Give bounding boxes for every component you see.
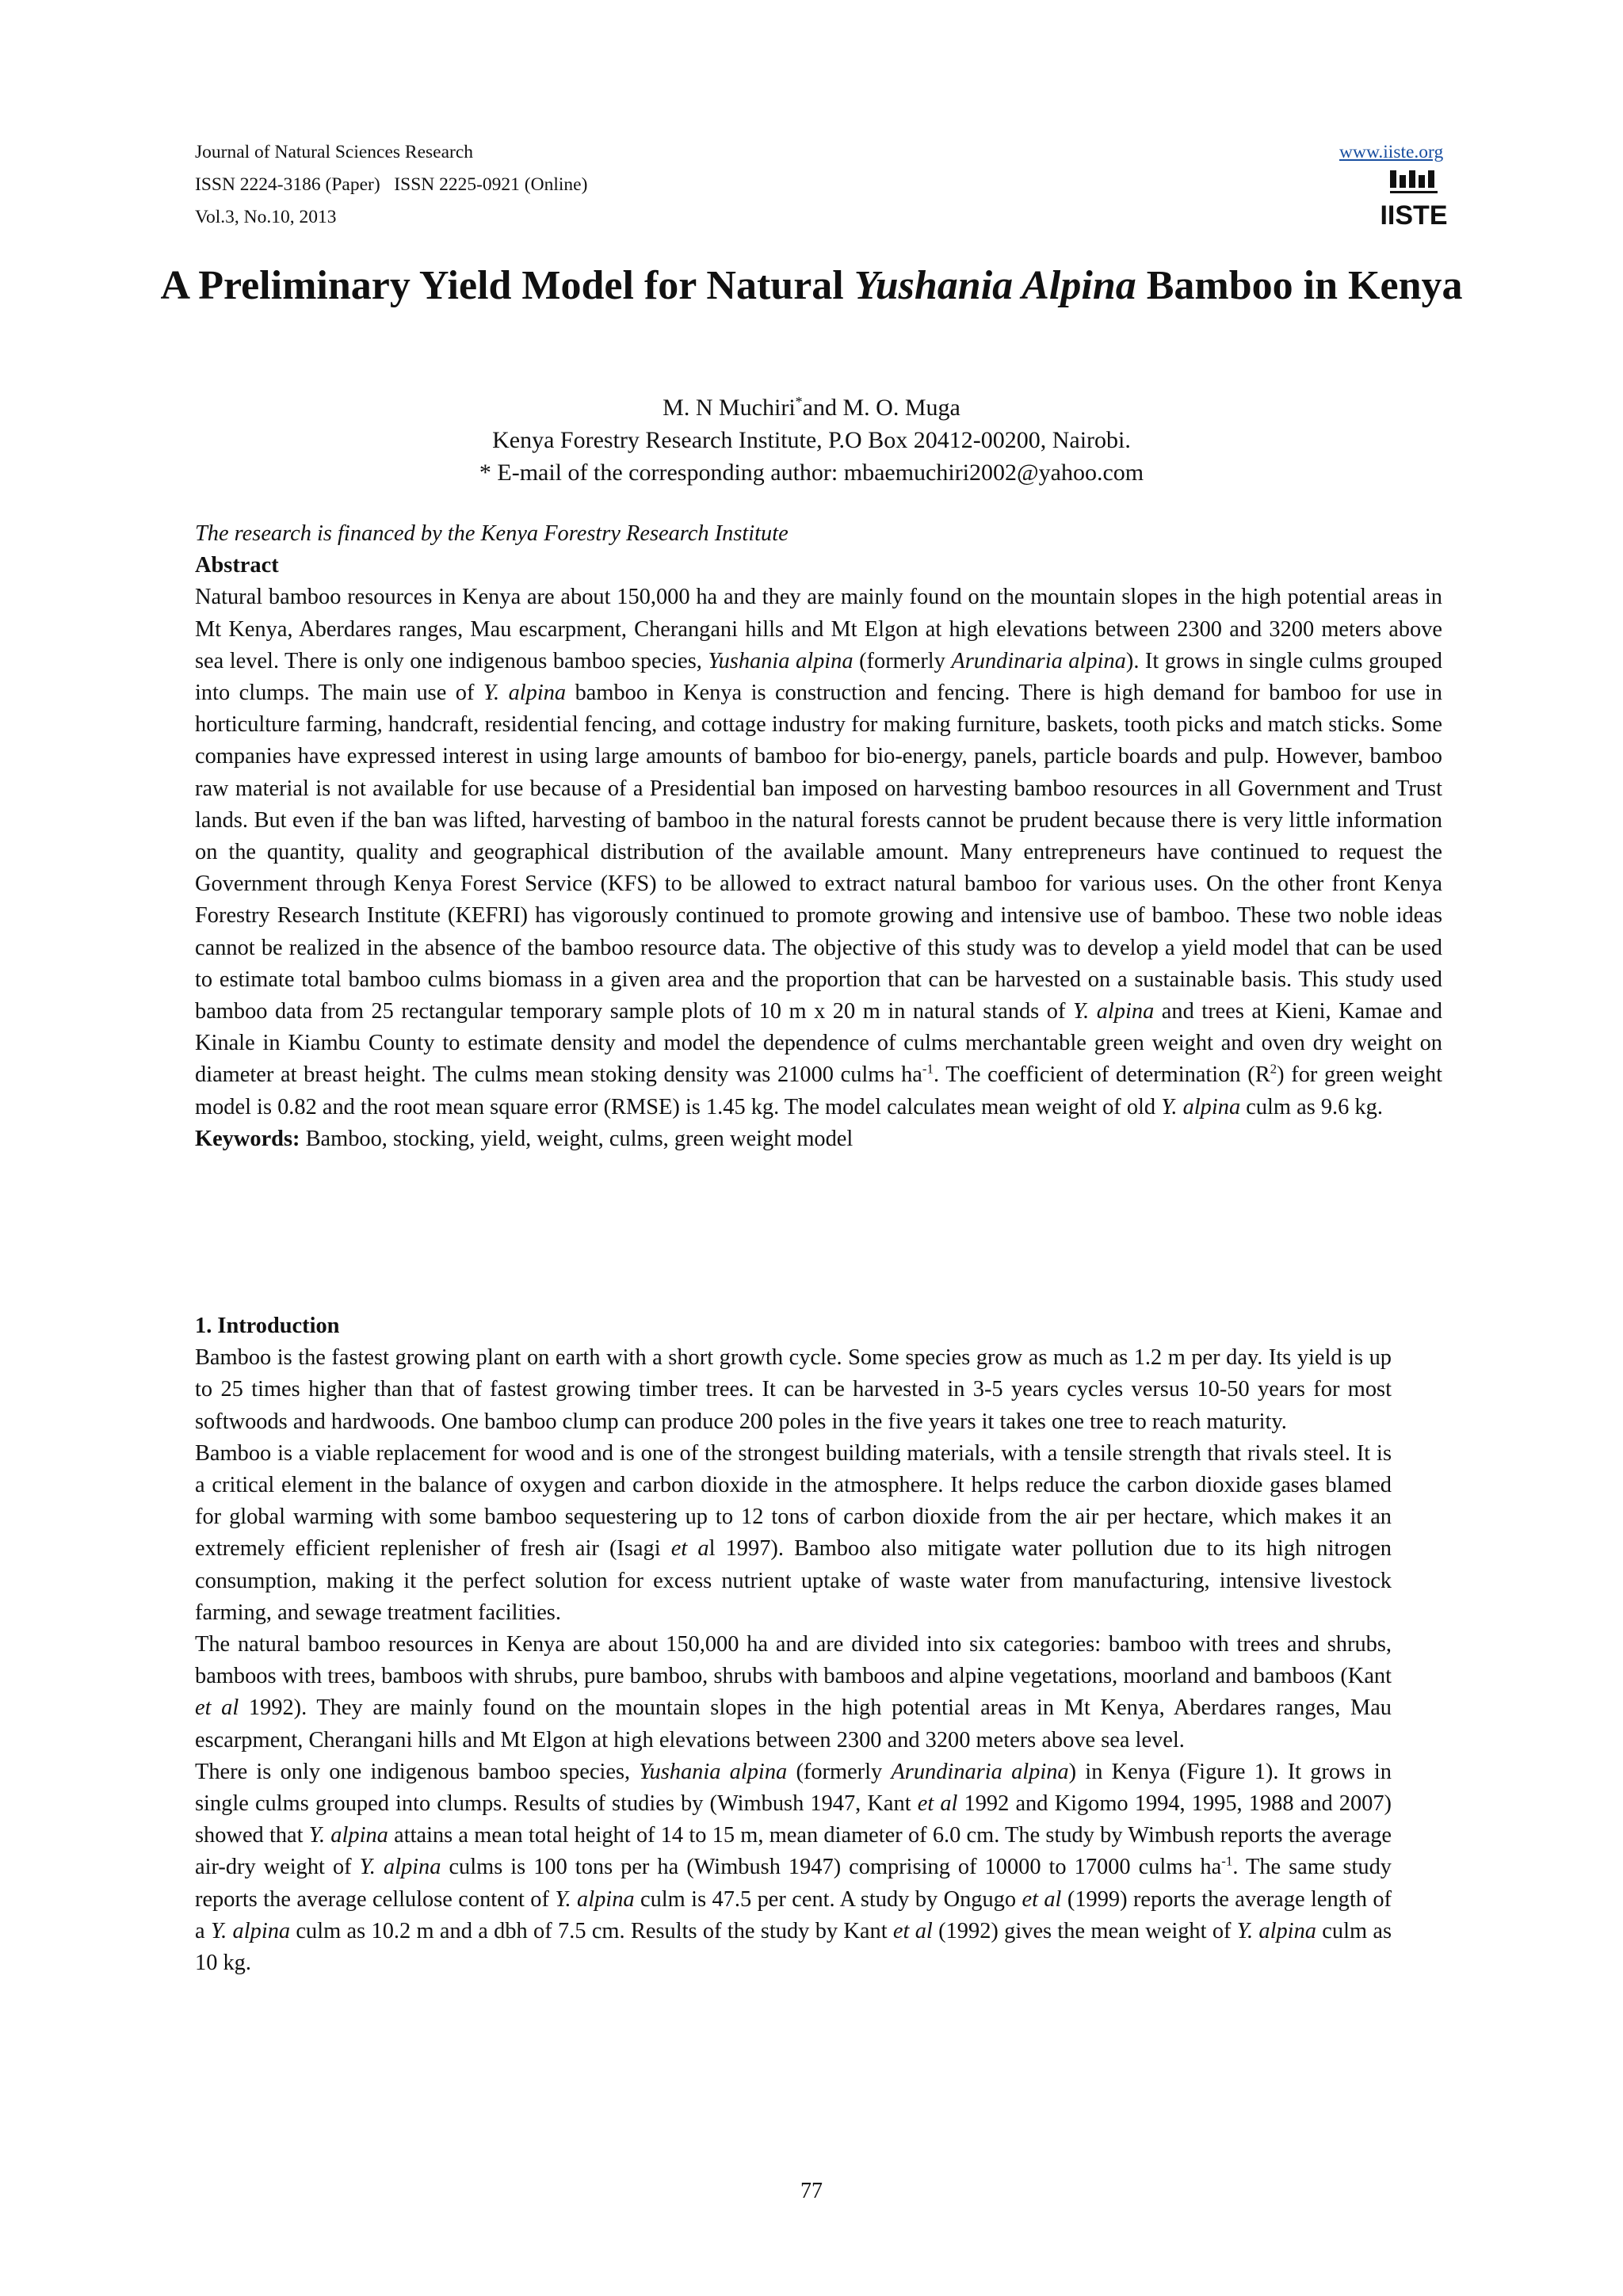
issn-line: ISSN 2224-3186 (Paper) ISSN 2225-0921 (Online) <box>195 174 588 195</box>
volume-line: Vol.3, No.10, 2013 <box>195 207 337 227</box>
page-number: 77 <box>800 2179 823 2203</box>
abstract-text: Natural bamboo resources in Kenya are about 150,000 ha and they are mainly found on the mountain slopes in the high potential areas in Mt Kenya, Aberdares ranges, Mau escarpment, Cherangani hills and Mt Elgon at high elevations between 2300 and 3200 meters above sea level. There is only one indigenous bamboo species, Yushania alpina (formerly Arundinaria alpina). It grows in single culms grouped into clumps. The main use of Y. alpina bamboo in Kenya is construction and fencing. There is high demand for bamboo for use in horticulture farming, handcraft, residential fencing, and cottage industry for making furniture, baskets, tooth picks and match sticks. Some companies have expressed interest in using large amounts of bamboo for bio-energy, panels, particle boards and pulp. However, bamboo raw material is not available for use because of a Presidential ban imposed on harvesting bamboo resources in all Government and Trust lands. But even if the ban was lifted, harvesting of bamboo in the natural forests cannot be prudent because there is very little information on the quantity, quality and geographical distribution of the available amount. Many entrepreneurs have continued to request the Government through Kenya Forest Service (KFS) to be allowed to extract natural bamboo for various uses. On the other front Kenya Forestry Research Institute (KEFRI) has vigorously continued to promote growing and intensive use of bamboo. These two noble ideas cannot be realized in the absence of the bamboo resource data. The objective of this study was to develop a yield model that can be used to estimate total bamboo culms biomass in a given area and the proportion that can be harvested on a sustainable basis. This study used bamboo data from 25 rectangular temporary sample plots of 10 m x 20 m in natural stands of Y. alpina and trees at Kieni, Kamae and Kinale in Kiambu County to estimate density and model the dependence of culms merchantable green weight and oven dry weight on diameter at breast height. The culms mean stoking density was 21000 culms $ha^{-1}$. The coefficient of determination $(R^2)$ for green weight model is 0.82 and the root mean square error (RMSE) is 1.45 kg. The model calculates mean weight of old Y. alpina culm as 9.6 kg. <box>195 585 1443 1119</box>
intro-paragraph-1: Bamboo is the fastest growing plant on earth with a short growth cycle. Some species grow as much as 1.2 m per day. Its yield is up to 25 times higher than that of fastest growing timber trees. It can be harvested in 3-5 years cycles versus 10-50 years for most softwoods and hardwoods. One bamboo clump can produce 200 poles in the five years it takes one tree to reach maturity. <box>195 1345 1392 1434</box>
introduction-section <box>195 1310 1392 1979</box>
running-header <box>195 136 587 234</box>
intro-paragraph-2: Bamboo is a viable replacement for wood and is one of the strongest building materials, with a tensile strength that rivals steel. It is a critical element in the balance of oxygen and carbon dioxide in the atmosphere. It helps reduce the carbon dioxide gases blamed for global warming with some bamboo sequestering up to 12 tons of carbon dioxide from the air per hectare, which makes it an extremely efficient replenisher of fresh air (Isagi et al 1997). Bamboo also mitigate water pollution due to its high nitrogen consumption, making it the perfect solution for excess nutrient uptake of waste water from manufacturing, intensive livestock farming, and sewage treatment facilities. <box>195 1440 1392 1625</box>
journal-url-link[interactable]: www.iiste.org <box>1339 142 1444 162</box>
logo-text: IISTE <box>1380 200 1448 231</box>
intro-paragraph-4: There is only one indigenous bamboo species, Yushania alpina (formerly Arundinaria alpina) in Kenya (Figure 1). It grows in single culms grouped into clumps. Results of studies by (Wimbush 1947, Kant et al 1992 and Kigomo 1994, 1995, 1988 and 2007) showed that Y. alpina attains a mean total height of 14 to 15 m, mean diameter of 6.0 cm. The study by Wimbush reports the average air-dry weight of Y. alpina culms is 100 tons per ha (Wimbush 1947) comprising of 10000 to 17000 culms $ha^{-1}$. The same study reports the average cellulose content of Y. alpina culm is 47.5 per cent. A study by Ongugo et al (1999) reports the average length of a Y. alpina culm as 10.2 m and a dbh of 7.5 cm. Results of the study by Kant et al (1992) gives the mean weight of Y. alpina culm as 10 kg. <box>195 1759 1392 1976</box>
abstract-heading: Abstract <box>195 553 279 578</box>
funding-note: The research is financed by the Kenya Forestry Research Institute <box>195 521 789 546</box>
journal-name: Journal of Natural Sciences Research <box>195 142 474 162</box>
iiste-logo <box>1380 169 1448 231</box>
abstract-section <box>195 518 1442 1155</box>
introduction-heading: 1. Introduction <box>195 1314 340 1338</box>
author-names: M. N Muchiri*and M. O. Muga <box>663 394 960 421</box>
keywords-line: Keywords: Bamboo, stocking, yield, weight, culms, green weight model <box>195 1126 854 1151</box>
author-affiliation: Kenya Forestry Research Institute, P.O Box 20412-00200, Nairobi. <box>492 427 1131 453</box>
corresponding-email: * E-mail of the corresponding author: mbaemuchiri2002@yahoo.com <box>479 460 1144 486</box>
author-block <box>0 391 1623 489</box>
intro-paragraph-3: The natural bamboo resources in Kenya are about 150,000 ha and are divided into six categories: bamboo with trees and shrubs, bamboos with trees, bamboos with shrubs, pure bamboo, shrubs with bamboos and alpine vegetations, moorland and bamboos (Kant et al 1992). They are mainly found on the mountain slopes in the high potential areas in Mt Kenya, Aberdares ranges, Mau escarpment, Cherangani hills and Mt Elgon at high elevations between 2300 and 3200 meters above sea level. <box>195 1632 1392 1753</box>
paper-title: A Preliminary Yield Model for Natural Yushania Alpina Bamboo in Kenya <box>160 263 1463 308</box>
